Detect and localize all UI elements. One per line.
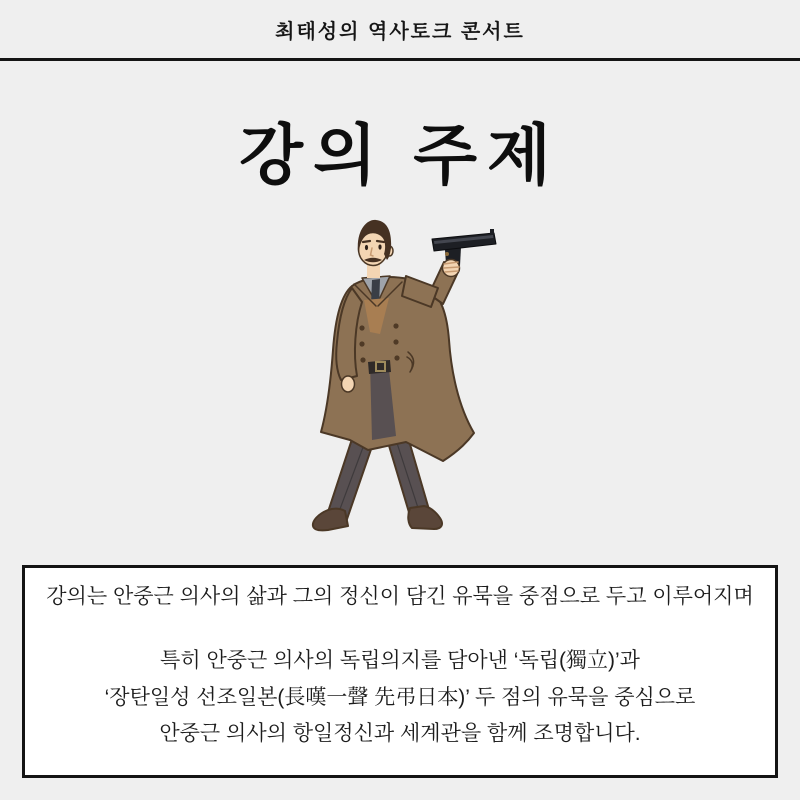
eye [365,245,368,250]
man-with-pistol-graphic [310,212,505,542]
header [0,0,800,61]
header-title: 최태성의 역사토크 콘서트 [275,20,525,43]
description-line-4: 안중근 의사의 항일정신과 세계관을 함께 조명합니다. [159,722,641,745]
description-line-3: ‘장탄일성 선조일본(長嘆一聲 先弔日本)’ 두 점의 유묵을 중심으로 [104,686,696,709]
ahn-junggeun-illustration [310,212,505,542]
eye [378,244,381,249]
description-line-2: 특히 안중근 의사의 독립의지를 담아낸 ‘독립(獨立)’과 [160,649,640,672]
description-box [22,565,778,778]
shoes [313,506,442,530]
left-hand [342,376,355,392]
head [358,220,393,278]
page-title: 강의 주제 [239,120,561,193]
description-line-1: 강의는 안중근 의사의 삶과 그의 정신이 담긴 유묵을 중점으로 두고 이루어지며 [46,585,754,608]
